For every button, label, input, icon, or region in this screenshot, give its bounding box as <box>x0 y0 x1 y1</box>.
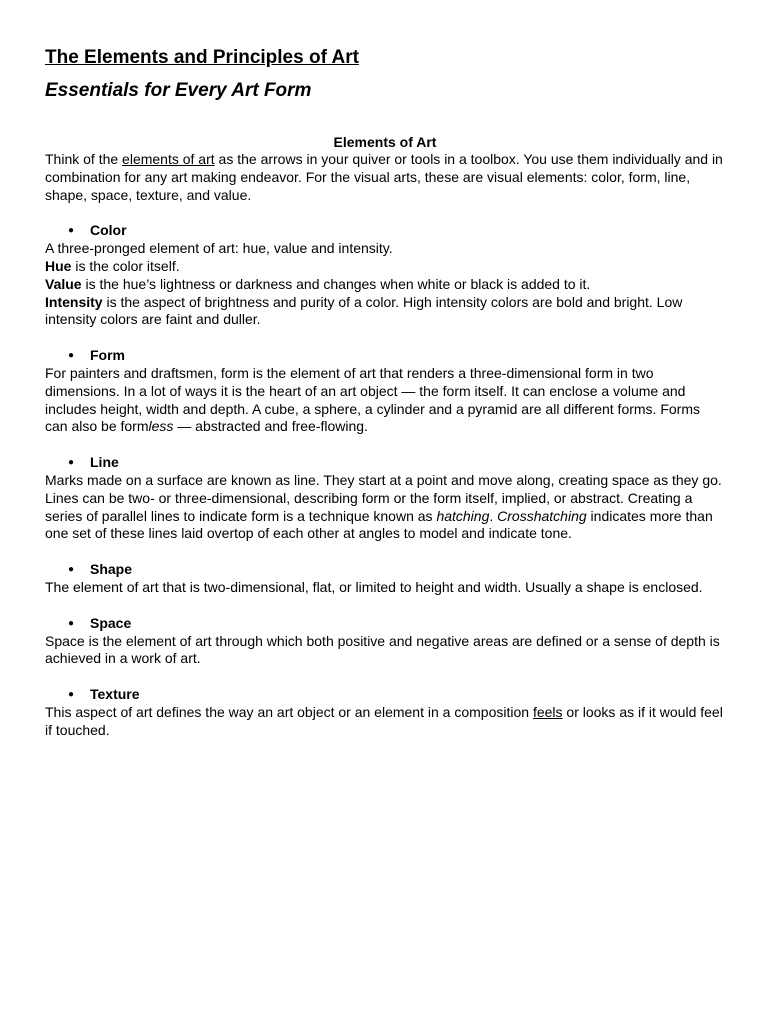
bullet-heading-form <box>45 347 725 365</box>
form-text-pre: For painters and draftsmen, form is the element of art that renders a three-dimensional form in two dimensions. In a lot of ways it is the heart of an art object — the form itself. It can enclose a volume and includes height, width and depth. A cube, a sphere, a cylinder and a pyramid are all different forms. Forms can also be form <box>45 364 700 435</box>
hue-definition <box>45 258 725 276</box>
form-heading: Form <box>90 347 125 364</box>
crosshatching-term: Crosshatching <box>497 507 587 524</box>
texture-text-pre: This aspect of art defines the way an art object or an element in a composition <box>45 703 533 720</box>
bullet-heading-line <box>45 454 725 472</box>
bullet-heading-color <box>45 222 725 240</box>
bullet-icon: ● <box>68 564 75 576</box>
hue-text: is the color itself. <box>71 257 180 274</box>
texture-paragraph <box>45 704 725 740</box>
line-text-pre: Marks made on a surface are known as line. They start at a point and move along, creating space as they go. Lines can be two- or three-dimensional, describing form or the form itself, implied, or abstract. Creating a series of parallel lines to indicate form is a technique known as <box>45 471 722 524</box>
texture-text-post: or looks as if it would feel if touched. <box>45 703 723 738</box>
form-text-post: — abstracted and free-flowing. <box>173 418 368 435</box>
color-heading: Color <box>90 222 127 239</box>
line-text-post: indicates more than one set of these lines laid overtop of each other at angles to model and indicate tone. <box>45 507 713 542</box>
value-term: Value <box>45 275 82 292</box>
intro-text-pre: Think of the <box>45 151 123 167</box>
bullet-heading-texture <box>45 686 725 704</box>
form-paragraph <box>45 365 725 436</box>
bullet-icon: ● <box>68 457 75 469</box>
form-text-em: less <box>148 418 174 435</box>
color-intro: A three-pronged element of art: hue, value and intensity. <box>45 240 393 257</box>
intensity-term: Intensity <box>45 293 103 310</box>
shape-paragraph: The element of art that is two-dimensional, flat, or limited to height and width. Usually a shape is enclosed. <box>45 578 703 595</box>
bullet-icon: ● <box>68 350 75 362</box>
shape-heading: Shape <box>90 561 133 578</box>
value-definition <box>45 276 725 294</box>
value-text: is the hue’s lightness or darkness and changes when white or black is added to it. <box>81 275 591 292</box>
intro-text-post: as the arrows in your quiver or tools in a toolbox. You use them individually and in combination for any art making endeavor. For the visual arts, these are visual elements: color, form, line, shape, space, texture, and value. <box>45 151 723 203</box>
intro-paragraph <box>45 151 725 204</box>
intensity-text: is the aspect of brightness and purity of a color. High intensity colors are bold and bright. Low intensity colors are faint and duller. <box>45 293 683 328</box>
bullet-icon: ● <box>68 689 75 701</box>
bullet-heading-shape <box>45 561 725 579</box>
document-title: The Elements and Principles of Art <box>45 47 359 68</box>
feels-link[interactable]: feels <box>532 703 563 720</box>
bullet-icon: ● <box>68 617 75 629</box>
intensity-definition <box>45 294 725 330</box>
elements-of-art-link[interactable]: elements of art <box>122 151 215 167</box>
line-paragraph <box>45 472 725 543</box>
document-page <box>45 46 725 740</box>
document-subtitle: Essentials for Every Art Form <box>45 80 312 101</box>
section-heading: Elements of Art <box>333 134 437 150</box>
hue-term: Hue <box>45 257 72 274</box>
texture-heading: Texture <box>90 686 140 703</box>
hatching-term: hatching <box>436 507 490 524</box>
bullet-heading-space <box>45 615 725 633</box>
space-heading: Space <box>90 614 132 631</box>
space-paragraph: Space is the element of art through which both positive and negative areas are defined or a sense of depth is achieved in a work of art. <box>45 632 720 667</box>
line-text-mid: . <box>489 507 498 524</box>
line-heading: Line <box>90 454 119 471</box>
bullet-icon: ● <box>68 225 75 237</box>
